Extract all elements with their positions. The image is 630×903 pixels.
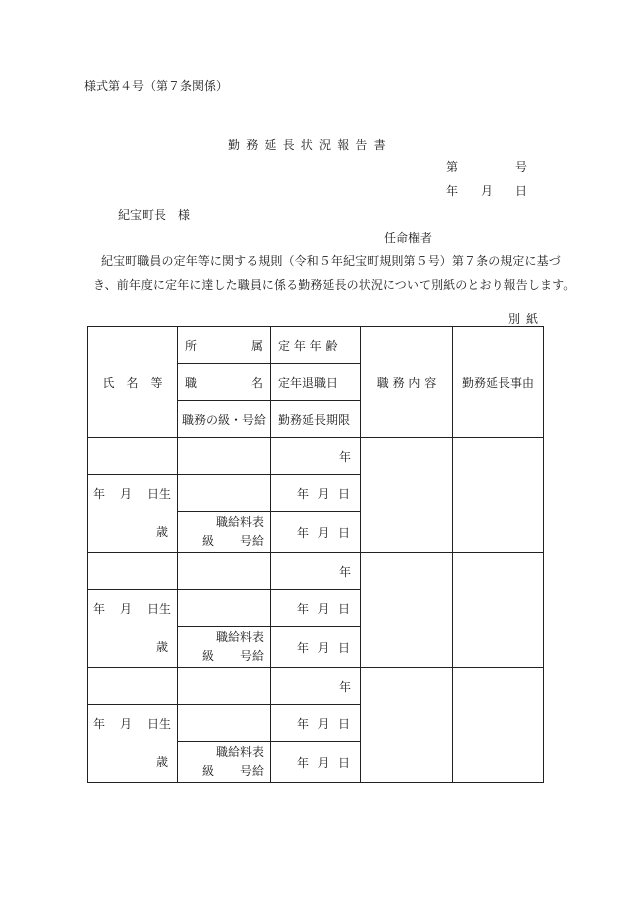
form-number: 様式第４号（第７条関係） xyxy=(84,79,229,93)
birth-day: 日生 xyxy=(146,716,171,731)
reason-cell[interactable] xyxy=(453,553,544,668)
extension-day: 日 xyxy=(337,640,350,655)
date-month: 月 xyxy=(481,184,494,198)
affiliation-cell[interactable] xyxy=(178,668,271,705)
duties-cell[interactable] xyxy=(361,438,453,553)
header-name: 氏 名 等 xyxy=(88,327,178,438)
birth-year: 年 xyxy=(92,716,105,731)
birth-year: 年 xyxy=(92,486,105,501)
header-grade: 職務の級・号給 xyxy=(178,401,271,438)
header-row xyxy=(88,327,544,364)
name-cell[interactable] xyxy=(88,438,178,475)
report-table xyxy=(87,326,544,783)
duties-cell[interactable] xyxy=(361,668,453,783)
reason-cell[interactable] xyxy=(453,668,544,783)
name-cell[interactable] xyxy=(88,668,178,705)
step-unit: 号給 xyxy=(239,649,264,663)
header-duties: 職 務 内 容 xyxy=(361,327,453,438)
retire-year: 年 xyxy=(297,486,310,501)
header-extension-deadline: 勤務延長期限 xyxy=(271,401,361,438)
position-cell[interactable] xyxy=(178,475,271,512)
retirement-date-cell[interactable] xyxy=(271,590,361,627)
retire-year: 年 xyxy=(297,601,310,616)
extension-day: 日 xyxy=(337,755,350,770)
extension-deadline-cell[interactable] xyxy=(271,627,361,668)
birthdate-cell[interactable] xyxy=(88,705,178,742)
header-position xyxy=(178,364,271,401)
age-unit: 年 xyxy=(338,564,351,579)
extension-month: 月 xyxy=(317,525,330,540)
grade-cell[interactable] xyxy=(178,627,271,668)
header-position-a: 職 xyxy=(185,375,198,390)
age-cell[interactable] xyxy=(88,512,178,553)
extension-deadline-cell[interactable] xyxy=(271,512,361,553)
grade-cell[interactable] xyxy=(178,512,271,553)
retirement-date-cell[interactable] xyxy=(271,475,361,512)
retire-day: 日 xyxy=(337,486,350,501)
record-row xyxy=(88,438,544,475)
grade-unit: 級 xyxy=(201,764,214,778)
retirement-date-cell[interactable] xyxy=(271,705,361,742)
pay-table-label: 職給料表 xyxy=(215,515,264,529)
header-position-b: 名 xyxy=(250,375,263,390)
position-cell[interactable] xyxy=(178,590,271,627)
extension-year: 年 xyxy=(297,640,310,655)
number-suffix: 号 xyxy=(515,160,528,174)
extension-deadline-cell[interactable] xyxy=(271,742,361,783)
birth-month: 月 xyxy=(119,486,132,501)
header-affiliation xyxy=(178,327,271,364)
retire-day: 日 xyxy=(337,601,350,616)
birth-month: 月 xyxy=(119,716,132,731)
appointer: 任命権者 xyxy=(384,231,433,245)
retire-month: 月 xyxy=(317,716,330,731)
body-text-line-2: き、前年度に定年に達した職員に係る勤務延長の状況について別紙のとおり報告します。 xyxy=(93,278,576,292)
grade-unit: 級 xyxy=(201,534,214,548)
retire-day: 日 xyxy=(337,716,350,731)
duties-cell[interactable] xyxy=(361,553,453,668)
header-retirement-age: 定 年 年 齢 xyxy=(271,327,361,364)
header-affiliation-a: 所 xyxy=(185,338,198,353)
number-prefix: 第 xyxy=(446,160,459,174)
step-unit: 号給 xyxy=(239,534,264,548)
header-reason: 勤務延長事由 xyxy=(453,327,544,438)
body-text-line-1: 紀宝町職員の定年等に関する規則（令和５年紀宝町規則第５号）第７条の規定に基づ xyxy=(101,254,561,268)
reason-cell[interactable] xyxy=(453,438,544,553)
retire-year: 年 xyxy=(297,716,310,731)
pay-table-label: 職給料表 xyxy=(215,630,264,644)
document-title: 勤務延長状況報告書 xyxy=(228,138,392,152)
age-suffix: 歳 xyxy=(155,640,168,655)
birthdate-cell[interactable] xyxy=(88,475,178,512)
affiliation-cell[interactable] xyxy=(178,553,271,590)
position-cell[interactable] xyxy=(178,705,271,742)
attachment-label: 別紙 xyxy=(508,312,545,326)
extension-year: 年 xyxy=(297,525,310,540)
retire-month: 月 xyxy=(317,486,330,501)
extension-month: 月 xyxy=(317,640,330,655)
birth-day: 日生 xyxy=(146,601,171,616)
birthdate-cell[interactable] xyxy=(88,590,178,627)
age-unit: 年 xyxy=(338,679,351,694)
retirement-age-cell[interactable] xyxy=(271,438,361,475)
grade-cell[interactable] xyxy=(178,742,271,783)
record-row xyxy=(88,553,544,590)
date-day: 日 xyxy=(515,184,528,198)
affiliation-cell[interactable] xyxy=(178,438,271,475)
step-unit: 号給 xyxy=(239,764,264,778)
age-cell[interactable] xyxy=(88,627,178,668)
addressee: 紀宝町長 様 xyxy=(118,208,191,222)
retire-month: 月 xyxy=(317,601,330,616)
extension-month: 月 xyxy=(317,755,330,770)
age-unit: 年 xyxy=(338,449,351,464)
name-cell[interactable] xyxy=(88,553,178,590)
header-affiliation-b: 属 xyxy=(250,338,263,353)
age-cell[interactable] xyxy=(88,742,178,783)
record-row xyxy=(88,668,544,705)
retirement-age-cell[interactable] xyxy=(271,668,361,705)
date-year: 年 xyxy=(446,184,459,198)
grade-unit: 級 xyxy=(201,649,214,663)
age-suffix: 歳 xyxy=(155,755,168,770)
extension-year: 年 xyxy=(297,755,310,770)
birth-month: 月 xyxy=(119,601,132,616)
retirement-age-cell[interactable] xyxy=(271,553,361,590)
birth-year: 年 xyxy=(92,601,105,616)
birth-day: 日生 xyxy=(146,486,171,501)
extension-day: 日 xyxy=(337,525,350,540)
pay-table-label: 職給料表 xyxy=(215,745,264,759)
age-suffix: 歳 xyxy=(155,525,168,540)
header-retirement-date: 定年退職日 xyxy=(271,364,361,401)
